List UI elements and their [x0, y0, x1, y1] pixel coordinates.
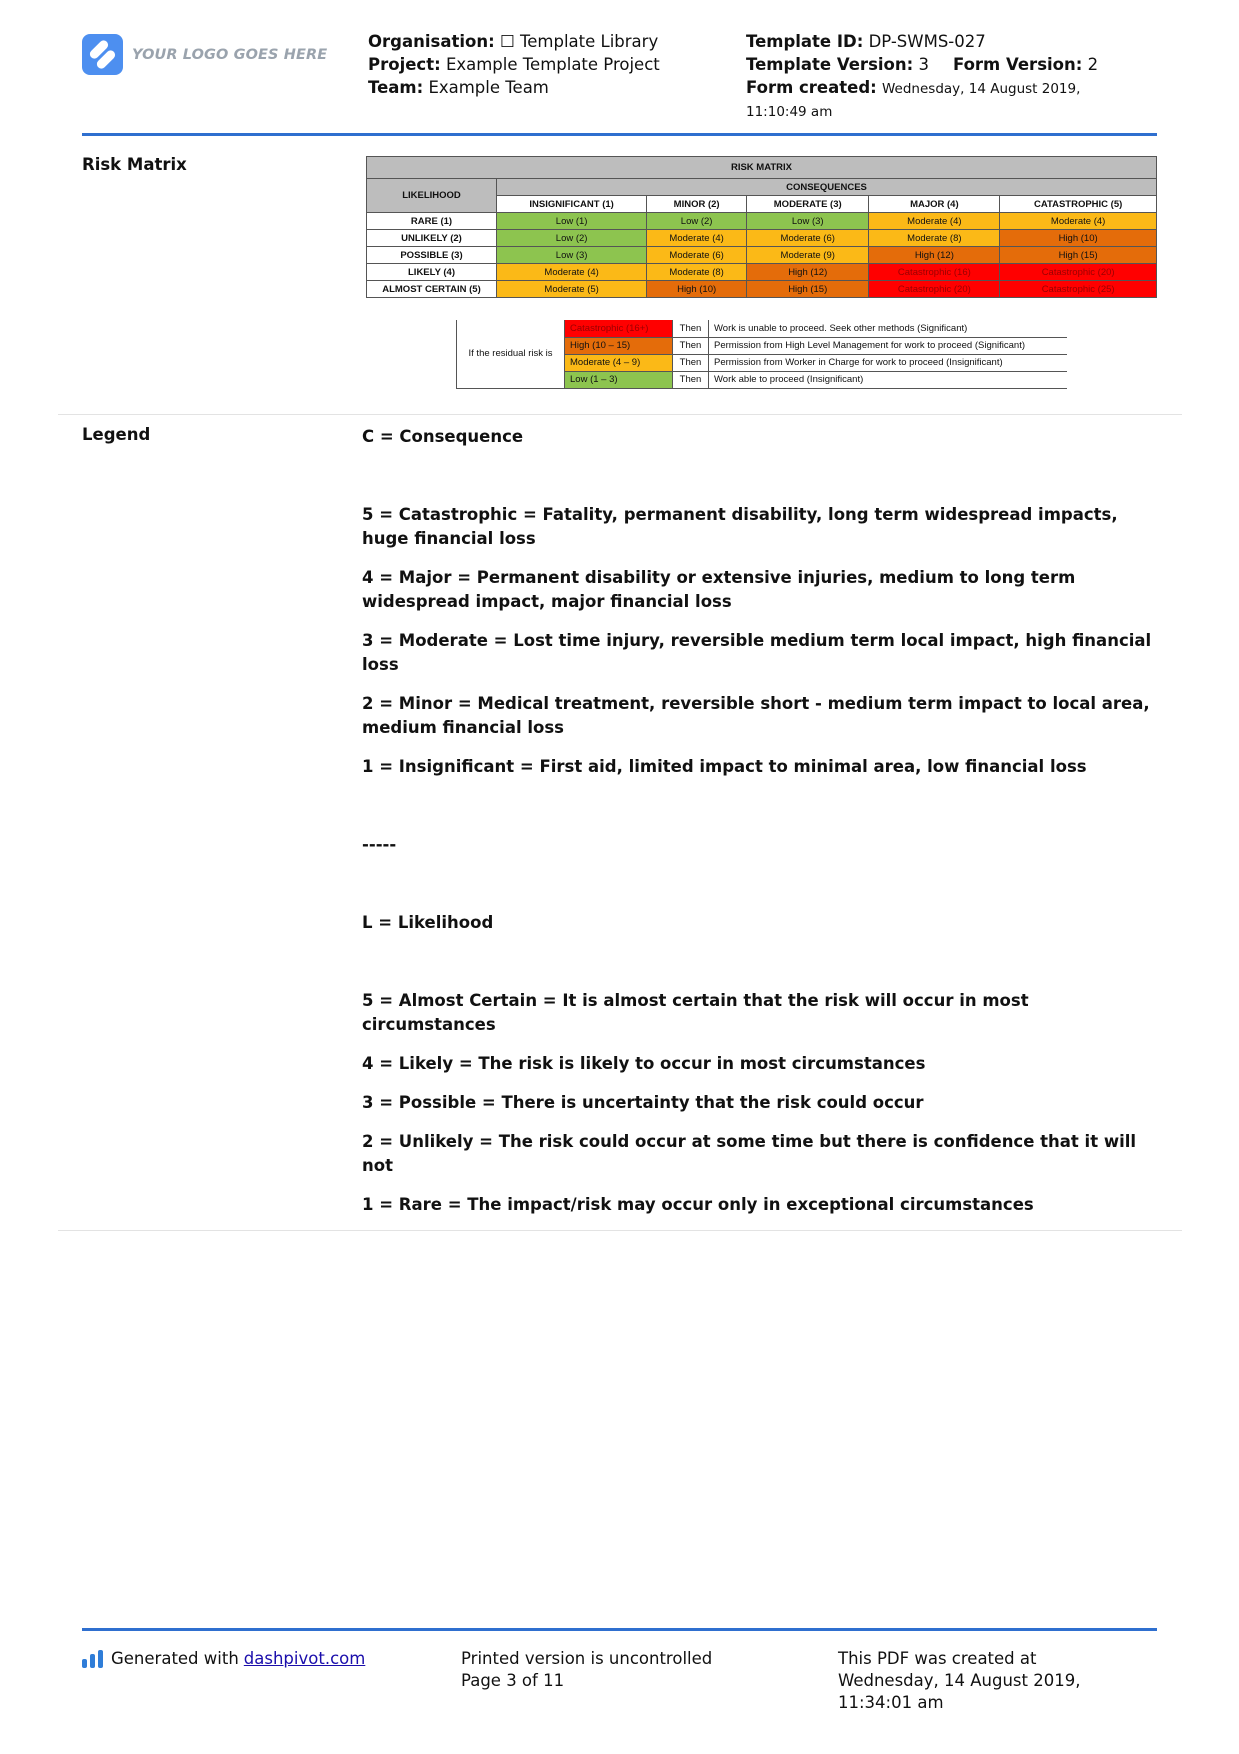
legend-c3: 3 = Moderate = Lost time injury, reversible medium term local impact, high financial loss — [362, 631, 1152, 674]
template-id-label: Template ID: — [746, 32, 864, 51]
legend-separator: ----- — [362, 835, 397, 854]
risk-matrix-cell: Catastrophic (16) — [869, 264, 1000, 281]
likelihood-header: LIKELIHOOD — [367, 179, 497, 213]
risk-matrix-row — [367, 213, 1157, 230]
risk-matrix-cell: Moderate (6) — [747, 230, 869, 247]
risk-matrix-cell: High (10) — [647, 281, 747, 298]
header-template-info — [746, 30, 1156, 124]
risk-matrix-row — [367, 281, 1157, 298]
document-header — [82, 30, 1157, 136]
risk-matrix-label: Risk Matrix — [82, 155, 187, 174]
form-version-label: Form Version: — [952, 55, 1083, 74]
risk-matrix-cell: Low (3) — [747, 213, 869, 230]
legend-body — [362, 425, 1162, 1217]
risk-matrix-row — [367, 247, 1157, 264]
likelihood-row-label: POSSIBLE (3) — [367, 247, 497, 264]
risk-matrix-cell: High (15) — [747, 281, 869, 298]
consequence-column-header: CATASTROPHIC (5) — [1000, 196, 1157, 213]
page-number: Page 3 of 11 — [461, 1671, 565, 1690]
risk-matrix-cell: High (15) — [1000, 247, 1157, 264]
form-version-value: 2 — [1087, 55, 1099, 74]
consequence-column-header: MAJOR (4) — [869, 196, 1000, 213]
residual-risk-label: If the residual risk is — [457, 320, 565, 388]
likelihood-row-label: ALMOST CERTAIN (5) — [367, 281, 497, 298]
generated-with-text: Generated with — [111, 1649, 239, 1668]
template-version-value: 3 — [918, 55, 929, 74]
consequences-header: CONSEQUENCES — [497, 179, 1157, 196]
legend-consequence-title: C = Consequence — [362, 427, 524, 446]
footer-page-info — [461, 1648, 712, 1692]
footer-rule — [82, 1628, 1157, 1631]
residual-risk-then: Then — [673, 354, 709, 371]
risk-matrix-cell: Low (2) — [647, 213, 747, 230]
template-version-label: Template Version: — [746, 55, 914, 74]
risk-matrix-cell: Moderate (9) — [747, 247, 869, 264]
risk-matrix-cell: Low (1) — [497, 213, 647, 230]
legend-l5: 5 = Almost Certain = It is almost certain that the risk will occur in most circumstances — [362, 991, 1029, 1034]
logo-icon — [82, 34, 123, 75]
likelihood-row-label: RARE (1) — [367, 213, 497, 230]
residual-risk-action: Permission from Worker in Charge for work to proceed (Insignificant) — [709, 354, 1067, 371]
risk-matrix-table — [366, 156, 1157, 298]
residual-risk-action: Permission from High Level Management for work to proceed (Significant) — [709, 337, 1067, 354]
pdf-created-time: 11:34:01 am — [838, 1693, 944, 1712]
risk-matrix-title: RISK MATRIX — [367, 157, 1157, 179]
header-project-info — [368, 30, 728, 99]
risk-matrix-cell: Moderate (4) — [497, 264, 647, 281]
team-value: Example Team — [428, 78, 549, 97]
residual-risk-then: Then — [673, 320, 709, 337]
risk-matrix-cell: Moderate (4) — [647, 230, 747, 247]
residual-risk-then: Then — [673, 371, 709, 388]
footer-generated — [82, 1648, 365, 1670]
legend-l1: 1 = Rare = The impact/risk may occur only in exceptional circumstances — [362, 1195, 1034, 1214]
legend-c5: 5 = Catastrophic = Fatality, permanent disability, long term widespread impacts, huge financial loss — [362, 505, 1118, 548]
organisation-value: ☐ Template Library — [499, 32, 659, 51]
legend-likelihood-title: L = Likelihood — [362, 913, 494, 932]
team-label: Team: — [368, 78, 424, 97]
legend-c1: 1 = Insignificant = First aid, limited impact to minimal area, low financial loss — [362, 757, 1087, 776]
likelihood-row-label: LIKELY (4) — [367, 264, 497, 281]
pdf-created-label: This PDF was created at — [838, 1649, 1037, 1668]
risk-matrix-cell: Low (3) — [497, 247, 647, 264]
legend-c4: 4 = Major = Permanent disability or extensive injuries, medium to long term widespread impact, major financial loss — [362, 568, 1076, 611]
form-created-value: Wednesday, 14 August 2019, — [882, 81, 1081, 97]
template-id-value: DP-SWMS-027 — [868, 32, 986, 51]
logo-text: YOUR LOGO GOES HERE — [132, 46, 328, 63]
risk-matrix-cell: Moderate (5) — [497, 281, 647, 298]
legend-label: Legend — [82, 425, 151, 444]
risk-matrix-cell: Catastrophic (20) — [869, 281, 1000, 298]
risk-matrix-cell: Low (2) — [497, 230, 647, 247]
residual-risk-level: Catastrophic (16+) — [565, 320, 673, 337]
risk-matrix-cell: Moderate (4) — [1000, 213, 1157, 230]
risk-matrix-cell: High (10) — [1000, 230, 1157, 247]
legend-c2: 2 = Minor = Medical treatment, reversible short - medium term impact to local area, medium financial loss — [362, 694, 1150, 737]
risk-matrix-cell: Catastrophic (20) — [1000, 264, 1157, 281]
consequence-column-header: MODERATE (3) — [747, 196, 869, 213]
consequence-column-header: INSIGNIFICANT (1) — [497, 196, 647, 213]
organisation-label: Organisation: — [368, 32, 495, 51]
residual-risk-table — [456, 320, 1067, 389]
residual-risk-action: Work is unable to proceed. Seek other methods (Significant) — [709, 320, 1067, 337]
pdf-created-date: Wednesday, 14 August 2019, — [838, 1671, 1081, 1690]
risk-matrix-cell: High (12) — [747, 264, 869, 281]
risk-matrix-cell: Moderate (8) — [647, 264, 747, 281]
company-logo — [82, 34, 327, 75]
risk-matrix-cell: High (12) — [869, 247, 1000, 264]
legend-l2: 2 = Unlikely = The risk could occur at some time but there is confidence that it will not — [362, 1132, 1137, 1175]
dashpivot-link[interactable]: dashpivot.com — [243, 1649, 366, 1668]
risk-matrix-cell: Moderate (4) — [869, 213, 1000, 230]
residual-risk-row — [457, 320, 1067, 337]
section-divider — [58, 1230, 1182, 1231]
footer-created-info — [838, 1648, 1080, 1714]
risk-matrix-cell: Catastrophic (25) — [1000, 281, 1157, 298]
residual-risk-level: Low (1 – 3) — [565, 371, 673, 388]
likelihood-row-label: UNLIKELY (2) — [367, 230, 497, 247]
uncontrolled-text: Printed version is uncontrolled — [461, 1649, 713, 1668]
form-created-label: Form created: — [746, 78, 877, 97]
dashpivot-bars-icon — [82, 1650, 103, 1668]
header-rule — [82, 133, 1157, 136]
consequence-column-header: MINOR (2) — [647, 196, 747, 213]
risk-matrix-cell: Moderate (6) — [647, 247, 747, 264]
form-created-time: 11:10:49 am — [746, 104, 833, 120]
residual-risk-then: Then — [673, 337, 709, 354]
project-value: Example Template Project — [445, 55, 660, 74]
legend-l4: 4 = Likely = The risk is likely to occur in most circumstances — [362, 1054, 926, 1073]
risk-matrix-row — [367, 230, 1157, 247]
residual-risk-level: Moderate (4 – 9) — [565, 354, 673, 371]
section-divider — [58, 414, 1182, 415]
risk-matrix-row — [367, 264, 1157, 281]
residual-risk-action: Work able to proceed (Insignificant) — [709, 371, 1067, 388]
legend-l3: 3 = Possible = There is uncertainty that the risk could occur — [362, 1093, 924, 1112]
project-label: Project: — [368, 55, 441, 74]
residual-risk-level: High (10 – 15) — [565, 337, 673, 354]
risk-matrix-cell: Moderate (8) — [869, 230, 1000, 247]
